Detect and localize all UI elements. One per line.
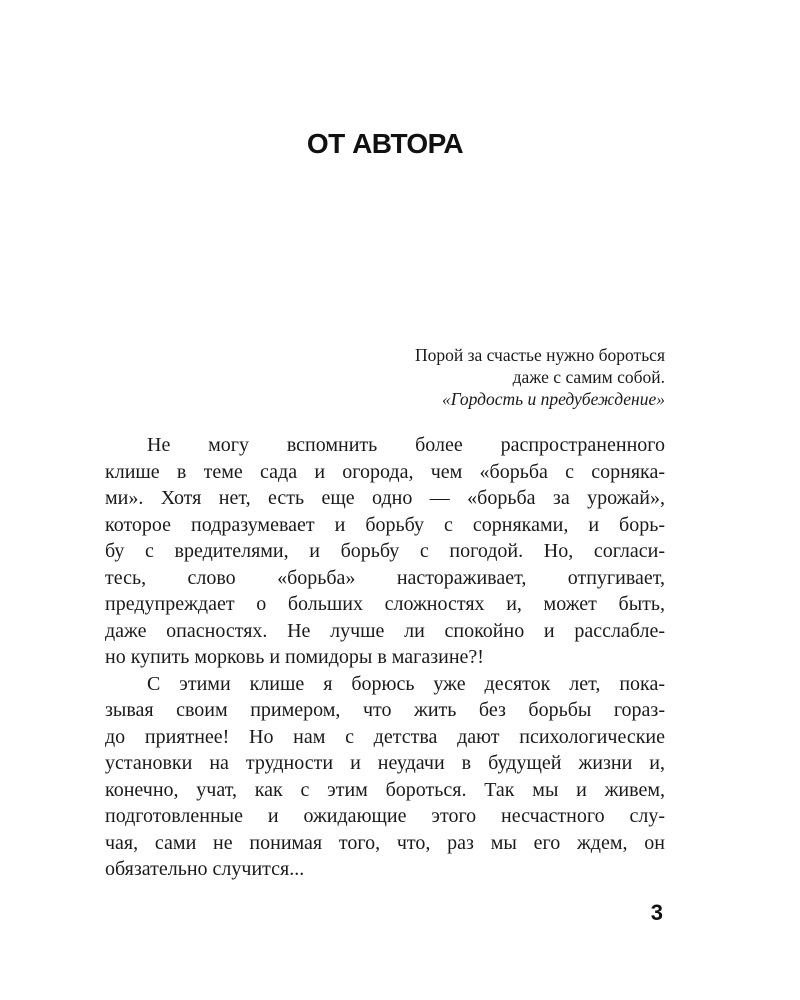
text-line: ми». Хотя нет, есть еще одно — «борьба за урожай», [105,487,665,509]
text-line: С этими клише я борюсь уже десяток лет, пока- [147,672,665,695]
epigraph-line: Порой за счастье нужно бороться [414,345,665,365]
text-line: клише в теме сада и огорода, чем «борьба с сорняка- [105,460,665,483]
text-line: которое подразумевает и борьбу с сорняками, и борь- [105,513,665,536]
page-number: 3 [650,900,663,925]
text-line: зывая своим примером, что жить без борьбы гораз- [105,699,665,721]
epigraph-line: даже с самим собой. [512,367,665,387]
text-line: конечно, учат, как с этим бороться. Так мы и живем, [105,778,665,801]
chapter-title: ОТ АВТОРА [306,128,464,159]
text-line: установки на трудности и неудачи в будущей жизни и, [105,752,665,774]
body-text [105,432,665,883]
text-line: Не могу вспомнить более распространенного [147,434,665,456]
text-line: подготовленные и ожидающие этого несчастного слу- [105,805,665,827]
text-line: бу с вредителями, и борьбу с погодой. Но, согласи- [105,540,665,562]
paragraph-1 [105,432,665,671]
text-line: тесь, слово «борьба» настораживает, отпугивает, [105,566,665,589]
text-line: но купить морковь и помидоры в магазине?! [105,646,484,668]
text-line: до приятнее! Но нам с детства дают психологические [105,725,665,748]
text-line: чая, сами не понимая того, что, раз мы его ждем, он [105,831,665,854]
text-line: обязательно случится... [105,858,305,880]
text-line: предупреждает о больших сложностях и, может быть, [105,593,665,615]
text-line: даже опасностях. Не лучше ли спокойно и расслабле- [105,619,665,642]
epigraph-source: «Гордость и предубеждение» [442,389,665,409]
epigraph [245,344,665,410]
paragraph-2 [105,671,665,883]
